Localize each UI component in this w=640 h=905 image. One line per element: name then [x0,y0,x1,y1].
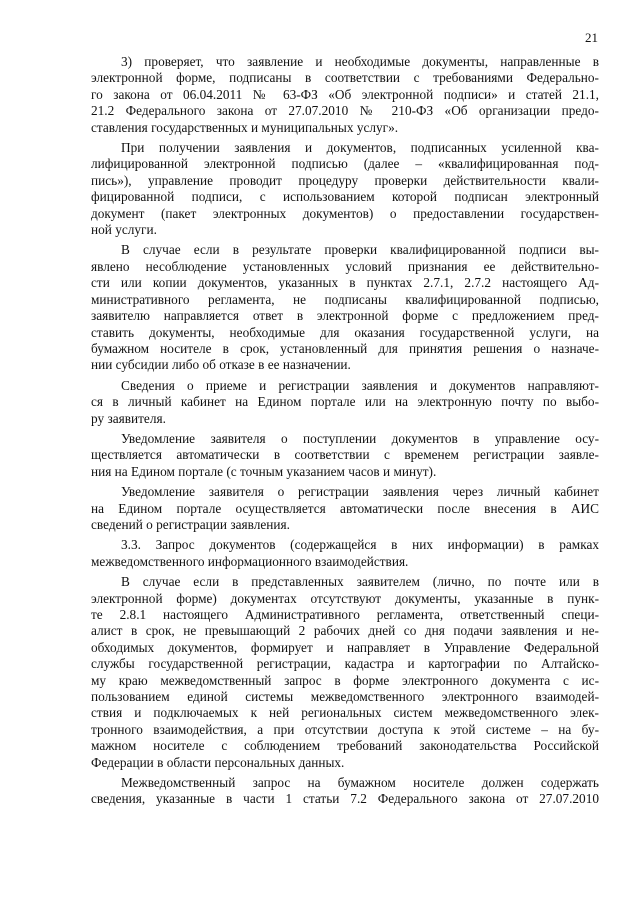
text-line: Уведомление заявителя о поступлении документов в управление осу- [121,430,599,446]
text-line: ру заявителя. [91,410,166,426]
text-line: пись»), управление проводит процедуру проверки действительности квали- [91,172,599,188]
text-line: электронной форме, подписаны в соответствии с требованиями Федерально- [91,70,599,86]
text-line: фицированной подписи, с использованием которой подписан электронный [91,189,599,205]
text-line: При получении заявления и документов, подписанных усиленной ква- [121,140,599,156]
document-body [91,54,599,812]
text-line: Межведомственный запрос на бумажном носителе должен содержать [121,775,599,791]
text-line: нии субсидии либо об отказе в ее назначении. [91,357,351,373]
page-number: 21 [585,30,598,45]
text-line: ществляется автоматически в соответствии с временем регистрации заявле- [91,447,599,463]
text-line: 3.3. Запрос документов (содержащейся в них информации) в рамках [121,537,599,553]
paragraph [91,140,599,238]
paragraph [91,242,599,373]
text-line: на Едином портале осуществляется автоматически после внесения в АИС [91,500,599,516]
text-line: сти или копии документов, указанных в пунктах 2.7.1, 2.7.2 настоящего Ад- [91,275,599,291]
text-line: лифицированной электронной подписью (далее – «квалифицированная под- [91,156,599,172]
text-line: межведомственного информационного взаимодействия. [91,553,409,569]
text-line: му краю межведомственный запрос в форме электронного документа с ис- [91,672,599,688]
text-line: бумажном носителе в срок, установленный для принятия решения о назначе- [91,340,599,356]
paragraph [91,574,599,771]
text-line: Сведения о приеме и регистрации заявления и документов направляют- [121,377,599,393]
text-line: В случае если в результате проверки квалифицированной подписи вы- [121,242,599,258]
text-line: В случае если в представленных заявителем (лично, по почте или в [121,574,599,590]
paragraph [91,54,599,136]
text-line: сведений о регистрации заявления. [91,516,290,532]
text-line: явлено несоблюдение установленных условий признания ее действительно- [91,258,599,274]
paragraph [91,431,599,480]
text-line: пользованием единой системы межведомственного электронного взаимодей- [91,689,599,705]
text-line: 21.2 Федерального закона от 27.07.2010 № 210-ФЗ «Об организации предо- [91,103,599,119]
paragraph [91,484,599,533]
text-line: Уведомление заявителя о регистрации заявления через личный кабинет [121,484,599,500]
paragraph [91,378,599,427]
text-line: ставить документы, необходимые для оказания государственной услуги, на [91,324,599,340]
text-line: ствия и подключаемых к ней региональных систем межведомственного элек- [91,705,599,721]
text-line: ставления государственных и муниципальных услуг». [91,119,399,135]
text-line: го закона от 06.04.2011 № 63-ФЗ «Об электронной подписи» и статей 21.1, [91,86,599,102]
paragraph [91,537,599,570]
text-line: ния на Едином портале (с точным указанием часов и минут). [91,463,437,479]
text-line: электронной форме) документах отсутствуют документы, указанные в пунк- [91,590,599,606]
text-line: ся в личный кабинет на Едином портале или на электронную почту по выбо- [91,394,599,410]
text-line: те 2.8.1 настоящего Административного регламента, ответственный специ- [91,607,599,622]
text-line: министративного регламента, не подписаны квалифицированной подписью, [91,291,599,307]
text-line: службы государственной регистрации, кадастра и картографии по Алтайско- [91,656,599,672]
text-line: обходимых документов, формирует и направляет в Управление Федеральной [91,639,599,655]
text-line: документ (пакет электронных документов) о предоставлении государствен- [91,205,599,221]
text-line: 3) проверяет, что заявление и необходимые документы, направленные в [121,54,599,69]
text-line: заявителю направляется ответ в электронной форме с предложением пред- [91,308,599,324]
text-line: Федерации в области персональных данных. [91,754,345,770]
text-line: мажном носителе с соблюдением требований законодательства Российской [91,738,599,754]
text-line: ной услуги. [91,222,157,238]
text-line: тронного взаимодействия, а при отсутствии доступа к этой системе – на бу- [91,721,599,737]
text-line: сведения, указанные в части 1 статьи 7.2 Федерального закона от 27.07.2010 [91,791,599,807]
text-line: алист в срок, не превышающий 2 рабочих дней со дня подачи заявления и не- [91,623,599,639]
paragraph [91,775,599,808]
